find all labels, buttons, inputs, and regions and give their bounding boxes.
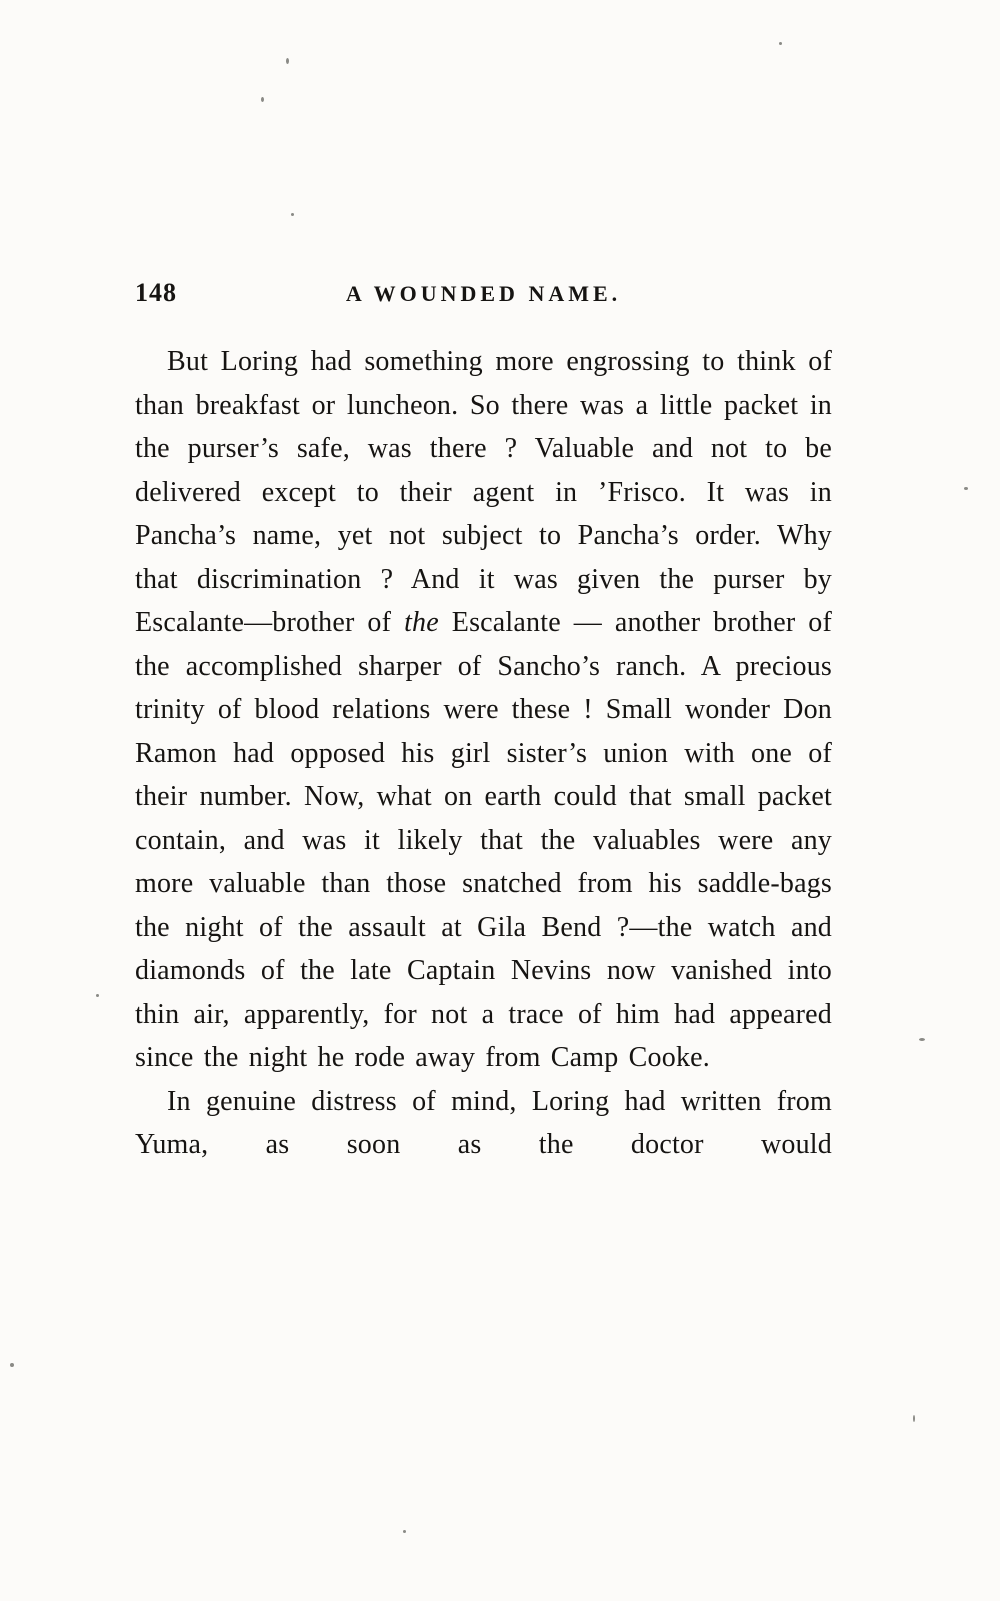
page-number: 148	[135, 278, 177, 307]
scan-speck	[403, 1530, 406, 1533]
scan-speck	[291, 213, 294, 216]
scan-speck	[964, 487, 968, 490]
scan-speck	[286, 58, 289, 64]
paragraph-2: In genuine distress of mind, Loring had written from Yuma, as soon as the doctor would	[135, 1085, 832, 1160]
scan-speck	[96, 994, 99, 997]
running-head: A WOUNDED NAME.	[345, 281, 622, 306]
scan-speck	[779, 42, 782, 45]
paragraph-1-text-before-italic: But Loring had something more engrossing to think of than breakfast or luncheon. So there was a little packet in the purser’s safe, was there ? Valuable and not to be delivered except to their agent in ’Frisco. It was in Pancha’s name, yet not subject to Pancha’s order. Why that discrimination ? And it was given the purser by Escalante—brother of	[135, 346, 832, 638]
paragraph-1-text-after-italic: Escalante — another brother of the accomplished sharper of Sancho’s ranch. A precious trinity of blood relations were these ! Small wonder Don Ramon had opposed his girl sister’s union with one of their number. Now, what on earth could that small packet contain, and was it likely that the valuables were any more valuable than those snatched from his saddle-bags the night of the assault at Gila Bend ?—the watch and diamonds of the late Captain Nevins now vanished into thin air, apparently, for not a trace of him had appeared since the night he rode away from Camp Cooke.	[135, 607, 832, 1073]
scan-speck	[919, 1038, 925, 1041]
scan-speck	[913, 1415, 915, 1422]
paragraph-1	[135, 340, 832, 1080]
scan-speck	[261, 97, 264, 102]
page-header	[135, 278, 832, 312]
paragraph-1-italic-word: the	[404, 607, 439, 638]
text-block	[135, 278, 832, 1167]
scan-speck	[10, 1363, 14, 1367]
